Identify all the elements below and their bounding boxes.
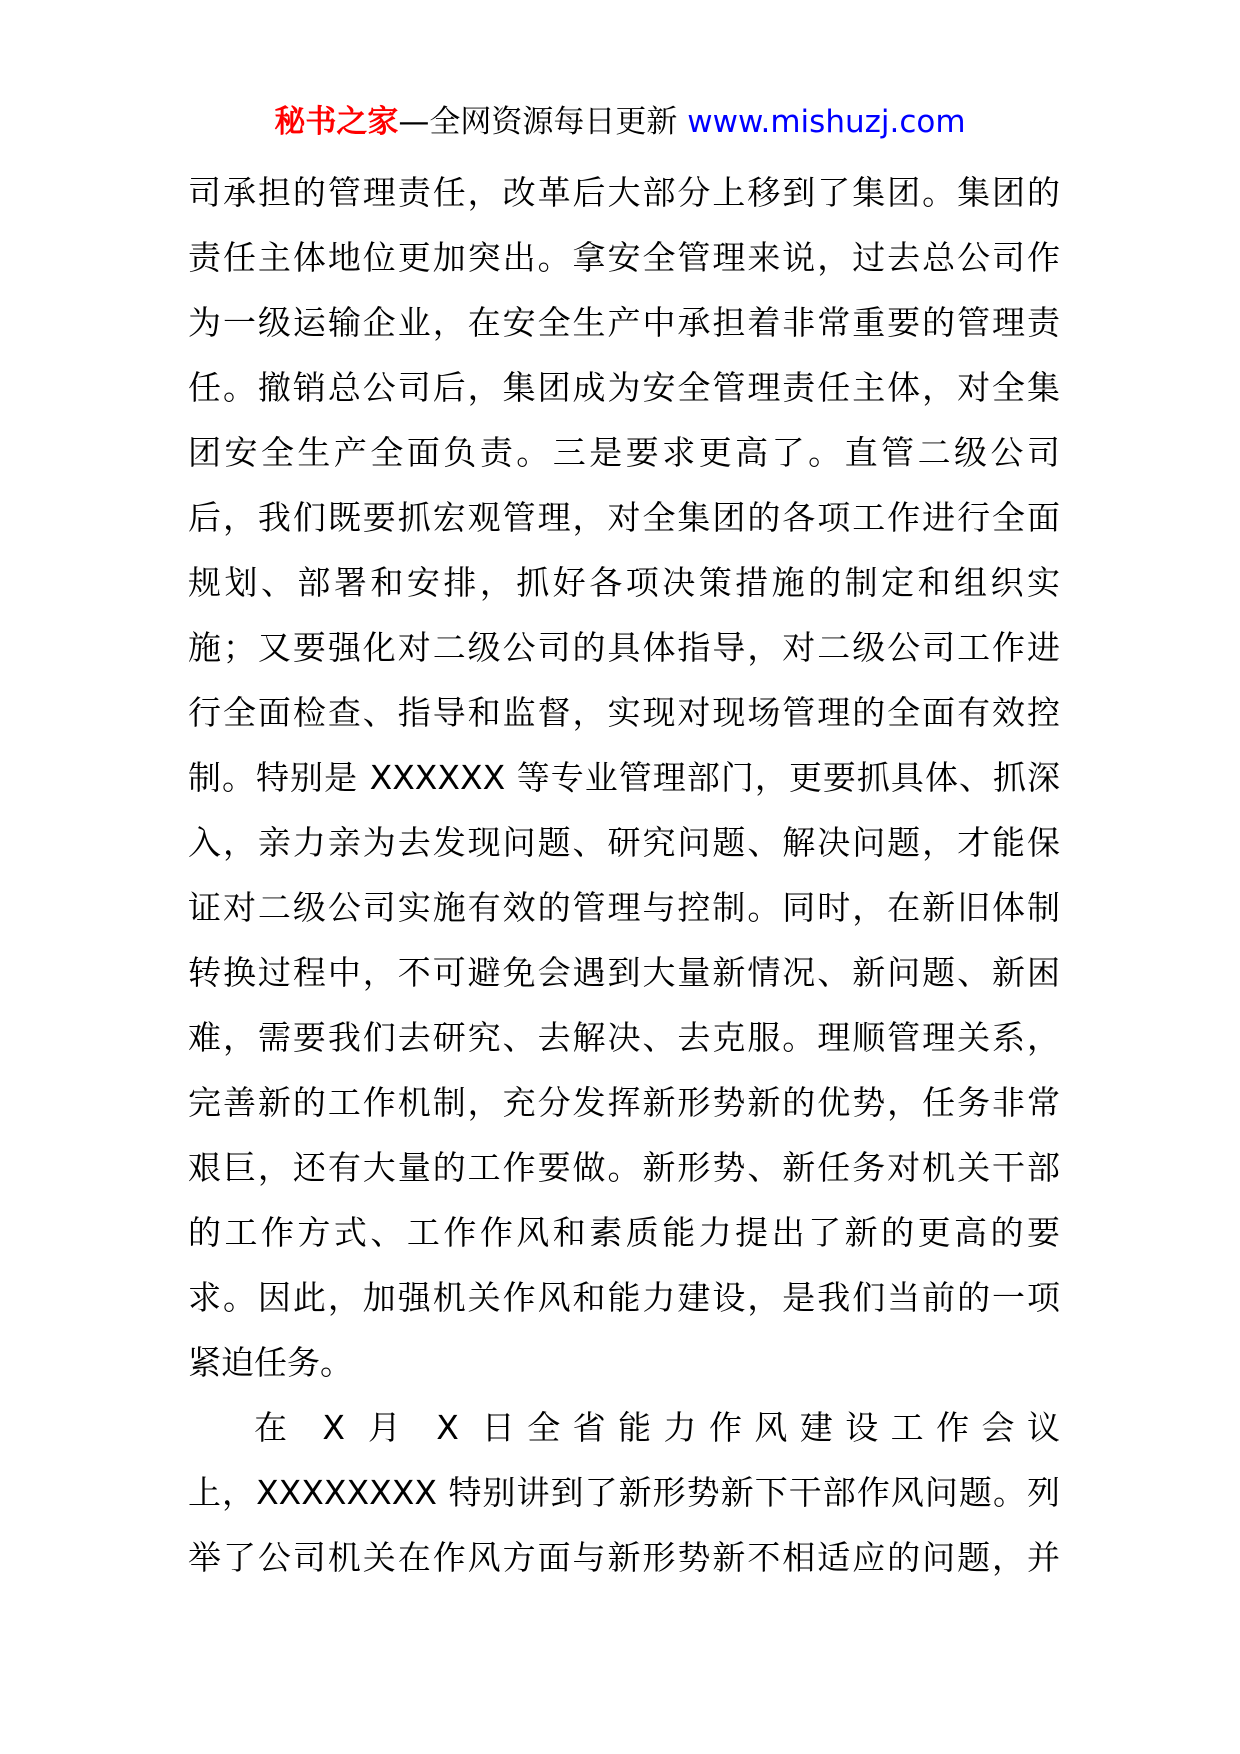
text-line: 入，亲力亲为去发现问题、研究问题、解决问题，才能保 xyxy=(188,823,1060,862)
paragraph-2 xyxy=(188,1395,1060,1590)
text-line: 任。撤销总公司后，集团成为安全管理责任主体，对全集 xyxy=(188,368,1060,407)
text-line: 规划、部署和安排，抓好各项决策措施的制定和组织实 xyxy=(188,563,1060,602)
text-line: 艰巨，还有大量的工作要做。新形势、新任务对机关干部 xyxy=(188,1148,1060,1187)
text-line: 完善新的工作机制，充分发挥新形势新的优势，任务非常 xyxy=(188,1083,1060,1122)
text-line: 转换过程中，不可避免会遇到大量新情况、新问题、新困 xyxy=(188,953,1060,992)
site-slogan: —全网资源每日更新 xyxy=(398,104,688,140)
text-line: 紧迫任务。 xyxy=(188,1343,353,1382)
text-line: 司承担的管理责任，改革后大部分上移到了集团。集团的 xyxy=(188,173,1060,212)
text-line: 证对二级公司实施有效的管理与控制。同时，在新旧体制 xyxy=(188,888,1060,927)
text-line: 行全面检查、指导和监督，实现对现场管理的全面有效控 xyxy=(188,693,1060,732)
site-url-link[interactable]: www.mishuzj.com xyxy=(687,104,966,140)
paragraph-1 xyxy=(188,160,1060,1395)
text-line: 施；又要强化对二级公司的具体指导，对二级公司工作进 xyxy=(188,628,1060,667)
text-line: 制。特别是 XXXXXX 等专业管理部门，更要抓具体、抓深 xyxy=(188,758,1060,797)
site-header xyxy=(0,100,1240,144)
text-line: 求。因此，加强机关作风和能力建设，是我们当前的一项 xyxy=(188,1278,1060,1317)
text-line: 上，XXXXXXXX 特别讲到了新形势新下干部作风问题。列 xyxy=(188,1473,1060,1512)
text-line: 在 X 月 X 日全省能力作风建设工作会议 xyxy=(254,1408,1060,1447)
text-line: 举了公司机关在作风方面与新形势新不相适应的问题，并 xyxy=(188,1538,1060,1577)
text-line: 的工作方式、工作作风和素质能力提出了新的更高的要 xyxy=(188,1213,1060,1252)
document-body xyxy=(188,160,1060,1590)
text-line: 难，需要我们去研究、去解决、去克服。理顺管理关系， xyxy=(188,1018,1060,1057)
text-line: 为一级运输企业，在安全生产中承担着非常重要的管理责 xyxy=(188,303,1060,342)
text-line: 后，我们既要抓宏观管理，对全集团的各项工作进行全面 xyxy=(188,498,1060,537)
text-line: 团安全生产全面负责。三是要求更高了。直管二级公司 xyxy=(188,433,1060,472)
site-brand: 秘书之家 xyxy=(274,104,399,140)
text-line: 责任主体地位更加突出。拿安全管理来说，过去总公司作 xyxy=(188,238,1060,277)
